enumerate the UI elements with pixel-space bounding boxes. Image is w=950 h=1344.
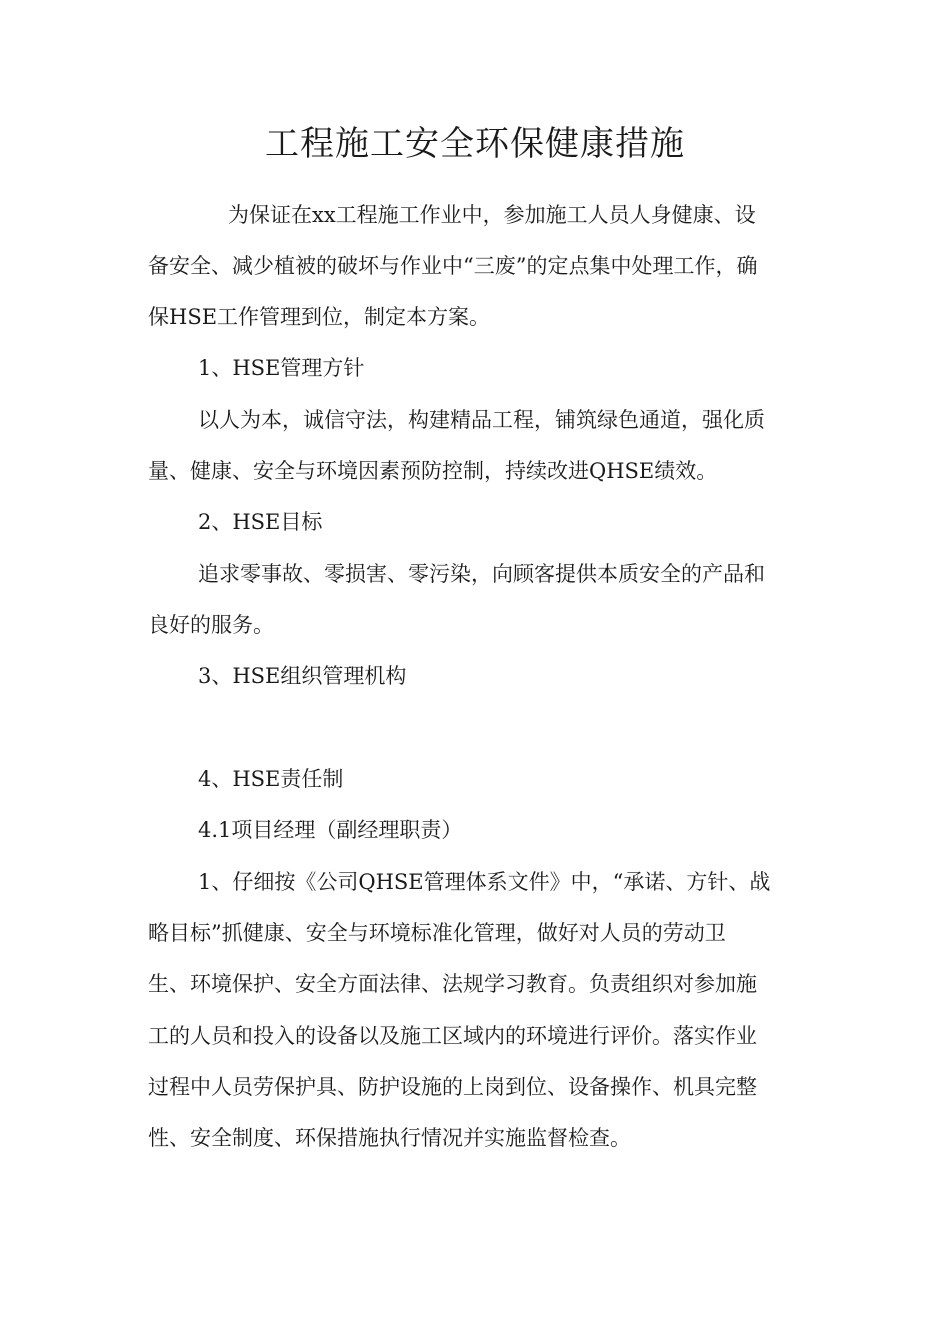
section-heading-1: 1、HSE管理方针 [198, 356, 365, 380]
paragraph-goal-line-1: 追求零事故、零损害、零污染，向顾客提供本质安全的产品和 [198, 562, 765, 586]
paragraph-duty-line-2: 略目标”抓健康、安全与环境标准化管理，做好对人员的劳动卫 [148, 921, 726, 945]
paragraph-duty-line-4: 工的人员和投入的设备以及施工区域内的环境进行评价。落实作业 [148, 1024, 757, 1048]
subsection-heading-4-1: 4.1项目经理（副经理职责） [198, 818, 463, 842]
document-title: 工程施工安全环保健康措施 [265, 124, 685, 164]
paragraph-policy-line-1: 以人为本，诚信守法，构建精品工程，铺筑绿色通道，强化质 [198, 408, 765, 432]
paragraph-intro-line-1: 为保证在xx工程施工作业中，参加施工人员人身健康、设 [228, 203, 756, 227]
paragraph-policy-line-2: 量、健康、安全与环境因素预防控制，持续改进QHSE绩效。 [148, 459, 718, 483]
section-heading-4: 4、HSE责任制 [198, 767, 344, 791]
paragraph-intro-line-2: 备安全、减少植被的破坏与作业中“三废”的定点集中处理工作，确 [148, 254, 758, 278]
paragraph-goal-line-2: 良好的服务。 [148, 613, 274, 637]
paragraph-intro-line-3: 保HSE工作管理到位，制定本方案。 [148, 305, 491, 329]
paragraph-duty-line-6: 性、安全制度、环保措施执行情况并实施监督检查。 [148, 1126, 631, 1150]
paragraph-duty-line-5: 过程中人员劳保护具、防护设施的上岗到位、设备操作、机具完整 [148, 1075, 757, 1099]
section-heading-3: 3、HSE组织管理机构 [198, 664, 407, 688]
paragraph-duty-line-1: 1、仔细按《公司QHSE管理体系文件》中，“承诺、方针、战 [198, 870, 771, 894]
section-heading-2: 2、HSE目标 [198, 510, 323, 534]
paragraph-duty-line-3: 生、环境保护、安全方面法律、法规学习教育。负责组织对参加施 [148, 972, 757, 996]
